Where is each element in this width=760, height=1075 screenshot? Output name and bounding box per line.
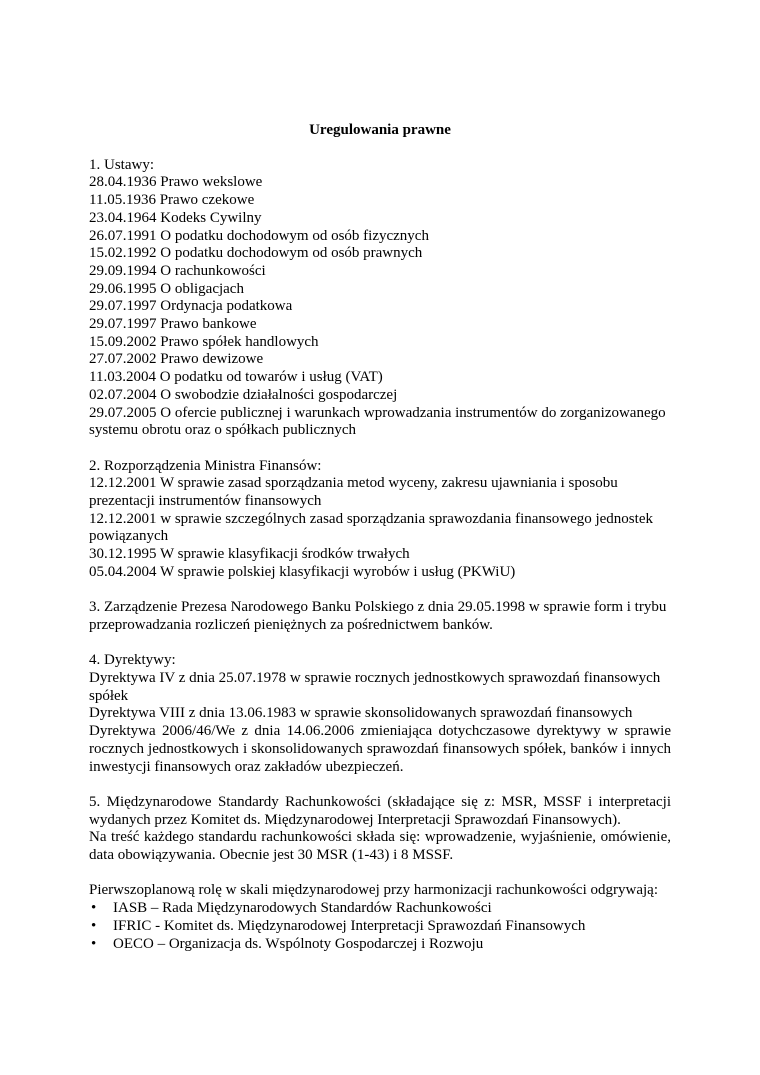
bullet-icon: •: [91, 935, 97, 952]
bullet-icon: •: [91, 917, 97, 934]
list-item: 28.04.1936 Prawo wekslowe: [89, 174, 263, 191]
list-item: Dyrektywa VIII z dnia 13.06.1983 w sprawie skonsolidowanych sprawozdań finansowych: [89, 705, 633, 722]
list-item: [89, 936, 671, 954]
list-item: 15.02.1992 O podatku dochodowym od osób prawnych: [89, 245, 423, 262]
list-item: 23.04.1964 Kodeks Cywilny: [89, 209, 262, 226]
bullet-list: [89, 900, 671, 953]
list-item: 29.07.1997 Ordynacja podatkowa: [89, 298, 293, 315]
section-nbp-order: [89, 599, 671, 634]
list-item: [89, 918, 671, 936]
list-item: 29.07.2005 O ofercie publicznej i warunkach wprowadzania instrumentów do zorganizowanego systemu obrotu oraz o spółkach publicznych: [89, 404, 666, 439]
section-regulations: [89, 458, 671, 582]
section-heading: 1. Ustawy:: [89, 156, 154, 173]
section-heading: 2. Rozporządzenia Ministra Finansów:: [89, 457, 322, 474]
list-item: 11.03.2004 O podatku od towarów i usług (VAT): [89, 369, 383, 386]
list-item: 29.07.1997 Prawo bankowe: [89, 316, 257, 333]
list-item: 02.07.2004 O swobodzie działalności gospodarczej: [89, 386, 398, 403]
page-title: Uregulowania prawne: [309, 122, 451, 138]
paragraph: 3. Zarządzenie Prezesa Narodowego Banku Polskiego z dnia 29.05.1998 w sprawie form i trybu przeprowadzania rozliczeń pieniężnych za pośrednictwem banków.: [89, 599, 667, 633]
section-heading: 4. Dyrektywy:: [89, 652, 176, 669]
paragraph: Pierwszoplanową rolę w skali międzynarodowej przy harmonizacji rachunkowości odgrywają:: [89, 882, 658, 899]
list-item: 15.09.2002 Prawo spółek handlowych: [89, 333, 319, 350]
section-statutes: [89, 157, 671, 440]
list-item: 30.12.1995 W sprawie klasyfikacji środków trwałych: [89, 546, 410, 563]
section-organizations: [89, 882, 671, 953]
list-item: 29.09.1994 O rachunkowości: [89, 262, 266, 279]
section-ias: [89, 794, 671, 865]
list-item: Dyrektywa IV z dnia 25.07.1978 w sprawie rocznych jednostkowych sprawozdań finansowych spółek: [89, 670, 661, 704]
paragraph: 5. Międzynarodowe Standardy Rachunkowości (składające się z: MSR, MSSF i interpretacji wydanych przez Komitet ds. Międzynarodowej Interpretacji Sprawozdań Finansowych).: [89, 793, 671, 828]
list-item-text: IFRIC - Komitet ds. Międzynarodowej Interpretacji Sprawozdań Finansowych: [113, 917, 586, 934]
list-item: Dyrektywa 2006/46/We z dnia 14.06.2006 zmieniająca dotychczasowe dyrektywy w sprawie rocznych jednostkowych i skonsolidowanych sprawozdań finansowych spółek, banków i innych inwestycji finansowych oraz zakładów ubezpieczeń.: [89, 723, 671, 775]
list-item: 05.04.2004 W sprawie polskiej klasyfikacji wyrobów i usług (PKWiU): [89, 563, 516, 580]
list-item-text: OECO – Organizacja ds. Wspólnoty Gospodarczej i Rozwoju: [113, 935, 484, 952]
list-item: 12.12.2001 W sprawie zasad sporządzania metod wyceny, zakresu ujawniania i sposobu prezentacji instrumentów finansowych: [89, 475, 618, 510]
bullet-icon: •: [91, 900, 97, 917]
list-item-text: IASB – Rada Międzynarodowych Standardów Rachunkowości: [113, 900, 492, 917]
document-page: [89, 122, 671, 971]
list-item: [89, 900, 671, 918]
list-item: 27.07.2002 Prawo dewizowe: [89, 351, 264, 368]
section-directives: [89, 652, 671, 776]
list-item: 11.05.1936 Prawo czekowe: [89, 192, 255, 209]
list-item: 29.06.1995 O obligacjach: [89, 280, 244, 297]
paragraph: Na treść każdego standardu rachunkowości składa się: wprowadzenie, wyjaśnienie, omówienie, data obowiązywania. Obecnie jest 30 MSR (1-43) i 8 MSSF.: [89, 829, 671, 864]
list-item: 26.07.1991 O podatku dochodowym od osób fizycznych: [89, 227, 429, 244]
list-item: 12.12.2001 w sprawie szczególnych zasad sporządzania sprawozdania finansowego jednostek powiązanych: [89, 510, 653, 545]
